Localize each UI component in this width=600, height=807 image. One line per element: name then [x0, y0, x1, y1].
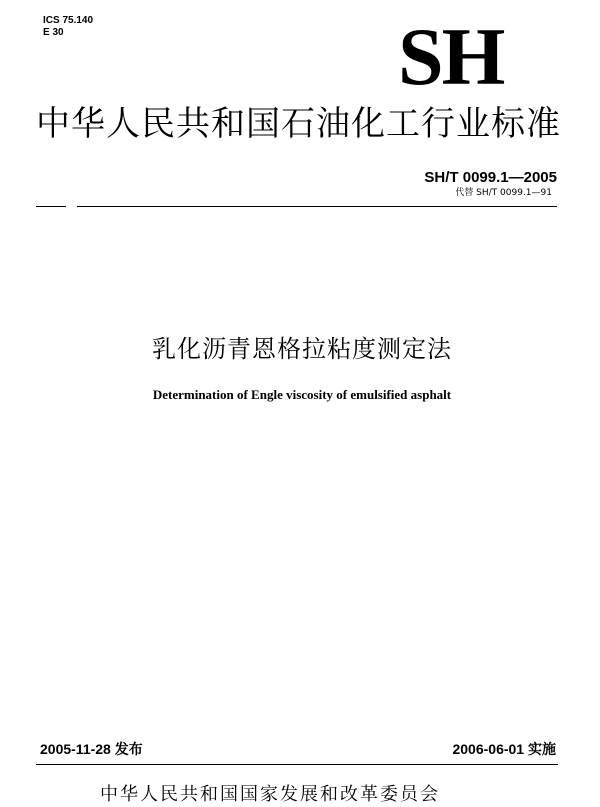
header-divider-short — [36, 206, 66, 207]
standard-number: SH/T 0099.1—2005 — [424, 169, 557, 186]
industry-standard-title: 中华人民共和国石油化工行业标准 — [36, 104, 561, 144]
publisher: 中华人民共和国国家发展和改革委员会 — [100, 784, 440, 805]
issue-date: 2005-11-28 发布 — [40, 741, 143, 757]
document-title-english: Determination of Engle viscosity of emulsified asphalt — [152, 387, 452, 402]
sh-logo: SH — [398, 11, 504, 102]
classification-codes — [43, 15, 93, 39]
effective-date: 2006-06-01 实施 — [452, 741, 556, 757]
ics-code: ICS 75.140 — [43, 15, 94, 26]
ccs-code: E 30 — [43, 27, 64, 38]
footer-divider — [36, 764, 558, 765]
header-divider — [77, 206, 557, 207]
standard-replaces: 代替 SH/T 0099.1—91 — [455, 188, 552, 198]
document-title-chinese: 乳化沥青恩格拉粘度测定法 — [152, 335, 452, 363]
